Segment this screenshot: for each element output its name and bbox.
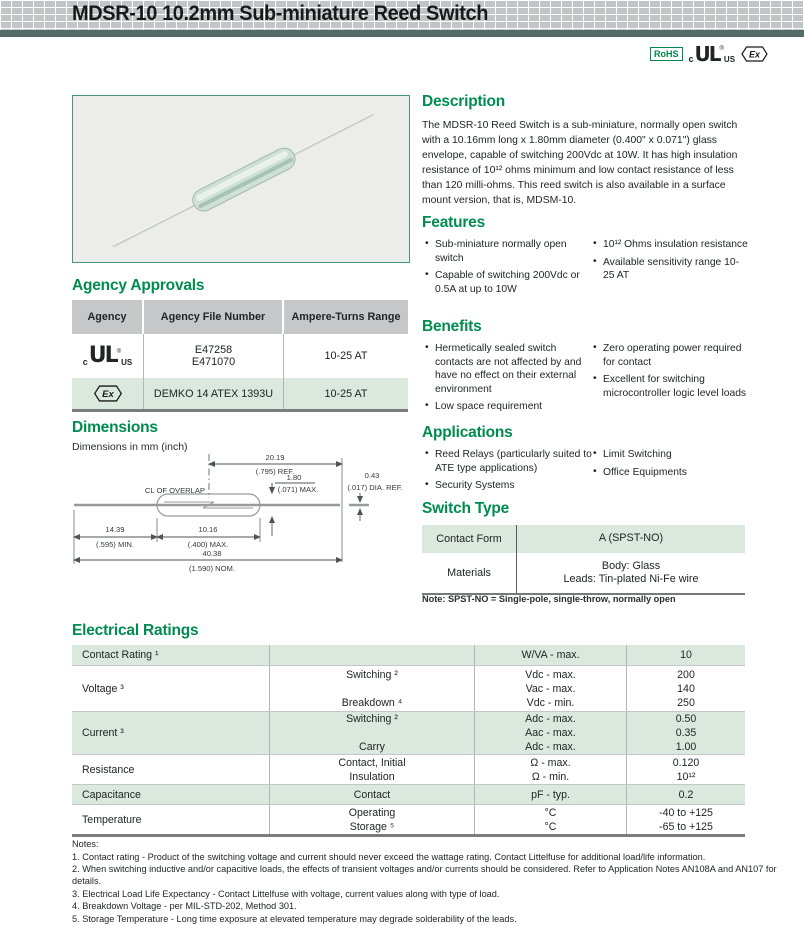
rating-value: -40 to +125 bbox=[659, 806, 713, 819]
applications-heading: Applications bbox=[422, 424, 513, 441]
atex-ex-icon bbox=[72, 378, 144, 409]
description-heading: Description bbox=[422, 93, 506, 110]
rating-value: 200 bbox=[677, 668, 695, 681]
dimensions-heading: Dimensions bbox=[72, 419, 158, 436]
table-row bbox=[72, 804, 745, 834]
rating-value: 10¹² bbox=[676, 770, 696, 783]
rating-value: 140 bbox=[677, 682, 695, 695]
notes-title: Notes: bbox=[72, 839, 99, 849]
dimension-drawing bbox=[72, 450, 422, 605]
application-item: • Limit Switching bbox=[592, 448, 752, 462]
dim-top-in: (.795) REF. bbox=[255, 467, 295, 476]
rating-value: 10 bbox=[680, 649, 692, 661]
file-number: DEMKO 14 ATEX 1393U bbox=[153, 387, 274, 400]
feature-item: • Capable of switching 200Vdc or 0.5A at up to 10W bbox=[424, 269, 592, 296]
table-row bbox=[72, 665, 745, 711]
table-header-row bbox=[72, 300, 408, 334]
unit-label: °C bbox=[544, 820, 557, 833]
header-rule bbox=[0, 30, 804, 37]
ul-listed-icon: c UL ® US bbox=[72, 334, 144, 378]
unit-label: Vdc - min. bbox=[526, 696, 575, 709]
agency-approvals-heading: Agency Approvals bbox=[72, 277, 205, 294]
rating-value: -65 to +125 bbox=[659, 820, 713, 833]
ul-listed-icon: c UL ® US bbox=[688, 42, 736, 66]
column-header-file-number: Agency File Number bbox=[144, 300, 284, 334]
materials-value-body: Body: Glass bbox=[601, 559, 661, 572]
svg-text:Ex: Ex bbox=[749, 49, 761, 60]
unit-label: W/VA - max. bbox=[521, 649, 580, 661]
table-row bbox=[72, 334, 408, 378]
features-list-col2 bbox=[592, 238, 748, 287]
table-row bbox=[72, 378, 408, 409]
column-header-ampere-turns: Ampere-Turns Range bbox=[284, 300, 408, 334]
electrical-ratings-table bbox=[72, 645, 745, 837]
dim-wire-mm: 0.43 bbox=[364, 471, 380, 480]
rating-value: 250 bbox=[677, 696, 695, 709]
description-body: The MDSR-10 Reed Switch is a sub-miniature, normally open switch with a 10.16mm long x 1.80mm diameter (0.400" x 0.071") glass envelope, capable of switching 200Vdc at 10W. It has high insulation resistance of 10¹² ohms minimum and low contact resistance of less than 120 milli-ohms. This reed switch is also available in a surface mount version, that is, MDSM-10. bbox=[422, 120, 738, 207]
dim-wire-in: (.017) DIA. REF. bbox=[347, 483, 403, 492]
benefits-list-col2 bbox=[592, 342, 752, 404]
feature-item: • 10¹² Ohms insulation resistance bbox=[592, 238, 748, 252]
application-item: • Office Equipments bbox=[592, 466, 752, 480]
features-heading: Features bbox=[422, 214, 486, 231]
unit-label: Adc - max. bbox=[525, 713, 576, 725]
rating-value: 0.35 bbox=[675, 727, 697, 739]
table-row bbox=[72, 711, 745, 754]
electrical-ratings-heading: Electrical Ratings bbox=[72, 622, 199, 639]
benefits-heading: Benefits bbox=[422, 318, 482, 335]
feature-item: • Available sensitivity range 10-25 AT bbox=[592, 256, 748, 283]
param-label: Current ³ bbox=[72, 712, 270, 754]
application-item: • Reed Relays (particularly suited to ATE type applications) bbox=[424, 448, 596, 475]
dim-top-mm: 20.19 bbox=[265, 453, 285, 462]
ampere-turns-range: 10-25 AT bbox=[324, 387, 368, 400]
switch-type-table bbox=[422, 525, 745, 595]
file-number: E47258 bbox=[194, 344, 233, 356]
materials-value-leads: Leads: Tin-plated Ni-Fe wire bbox=[563, 573, 699, 585]
feature-item: • Sub-miniature normally open switch bbox=[424, 238, 592, 265]
dim-left-in: (.595) MIN. bbox=[96, 540, 134, 549]
footnotes bbox=[72, 838, 798, 925]
benefit-item: • Excellent for switching microcontroller logic level loads bbox=[592, 373, 752, 400]
condition-label: Carry bbox=[359, 741, 385, 753]
rating-value: 0.50 bbox=[675, 713, 697, 725]
unit-label: Ω - min. bbox=[531, 770, 570, 783]
param-label: Temperature bbox=[72, 805, 270, 834]
table-row bbox=[72, 754, 745, 784]
note-item: 5. Storage Temperature - Long time exposure at elevated temperature may degrade solderability of the leads. bbox=[72, 913, 517, 924]
contact-form-label: Contact Form bbox=[422, 525, 517, 553]
param-label: Resistance bbox=[72, 755, 270, 784]
table-row bbox=[422, 553, 745, 593]
dim-total-in: (1.590) NOM. bbox=[189, 564, 235, 573]
unit-label: °C bbox=[544, 806, 557, 819]
rohs-badge: RoHS bbox=[650, 47, 683, 61]
application-item: • Security Systems bbox=[424, 479, 596, 493]
dimensions-subtitle: Dimensions in mm (inch) bbox=[72, 441, 188, 453]
rating-value: 0.120 bbox=[672, 756, 700, 769]
reed-switch-image bbox=[73, 96, 408, 261]
unit-label: Vac - max. bbox=[525, 682, 576, 695]
agency-approvals-table bbox=[72, 300, 408, 412]
applications-list-col1 bbox=[424, 448, 596, 497]
benefit-item: • Low space requirement bbox=[424, 400, 596, 414]
condition-label: Switching ² bbox=[346, 668, 398, 681]
column-header-agency: Agency bbox=[72, 300, 144, 334]
table-row bbox=[72, 645, 745, 665]
certification-badges bbox=[650, 42, 770, 66]
param-label: Contact Rating ¹ bbox=[72, 645, 270, 665]
switch-type-heading: Switch Type bbox=[422, 500, 510, 517]
unit-label: Vdc - max. bbox=[525, 668, 576, 681]
applications-list-col2 bbox=[592, 448, 752, 483]
condition-label: Switching ² bbox=[346, 713, 398, 725]
benefits-list-col1 bbox=[424, 342, 596, 418]
file-number: E471070 bbox=[191, 356, 236, 368]
page-title: MDSR-10 10.2mm Sub-miniature Reed Switch bbox=[72, 2, 489, 25]
rating-value: 0.2 bbox=[678, 788, 694, 801]
contact-form-value: A (SPST-NO) bbox=[598, 532, 664, 545]
features-list-col1 bbox=[424, 238, 592, 300]
dim-dia-mm: 1.80 bbox=[286, 473, 302, 482]
unit-label: pF - typ. bbox=[531, 788, 570, 801]
rating-value: 1.00 bbox=[675, 741, 697, 753]
condition-label: Contact, Initial bbox=[338, 756, 406, 769]
dim-dia-in: (.071) MAX. bbox=[277, 485, 319, 494]
param-label: Capacitance bbox=[72, 785, 270, 804]
benefit-item: • Zero operating power required for contact bbox=[592, 342, 752, 369]
dim-glass-in: (.400) MAX. bbox=[187, 540, 229, 549]
table-row bbox=[72, 784, 745, 804]
product-photo bbox=[72, 95, 410, 263]
switch-type-note: Note: SPST-NO = Single-pole, single-throw, normally open bbox=[422, 594, 676, 604]
unit-label: Aac - max. bbox=[525, 727, 576, 739]
unit-label: Adc - max. bbox=[525, 741, 576, 753]
note-item: 2. When switching inductive and/or capacitive loads, the effects of transient voltages and/or currents should be considered. Refer to Application Notes AN108A and AN107 for details. bbox=[72, 864, 777, 886]
materials-label: Materials bbox=[422, 553, 517, 593]
dim-left-mm: 14.39 bbox=[105, 525, 125, 534]
dim-glass-mm: 10.16 bbox=[198, 525, 218, 534]
table-row bbox=[422, 525, 745, 553]
ampere-turns-range: 10-25 AT bbox=[324, 350, 368, 362]
note-item: 1. Contact rating - Product of the switching voltage and current should never exceed the wattage rating. Contact Littelfuse for additional load/life information. bbox=[72, 851, 706, 862]
param-label: Voltage ³ bbox=[72, 666, 270, 711]
benefit-item: • Hermetically sealed switch contacts are not affected by and have no effect on their external environment bbox=[424, 342, 596, 396]
centerline-label: CL OF OVERLAP bbox=[144, 486, 205, 495]
condition-label: Insulation bbox=[349, 770, 395, 783]
note-item: 3. Electrical Load Life Expectancy - Contact Littelfuse with voltage, current values along with type of load. bbox=[72, 888, 500, 899]
svg-text:Ex: Ex bbox=[101, 389, 114, 401]
unit-label: Ω - max. bbox=[530, 756, 571, 769]
note-item: 4. Breakdown Voltage - per MIL-STD-202, Method 301. bbox=[72, 901, 297, 911]
atex-ex-icon bbox=[741, 46, 768, 62]
dim-total-mm: 40.38 bbox=[202, 549, 222, 558]
condition-label: Breakdown ⁴ bbox=[341, 696, 403, 709]
condition-label: Operating bbox=[348, 806, 396, 819]
condition-label: Storage ⁵ bbox=[349, 820, 395, 833]
condition-label: Contact bbox=[353, 788, 391, 801]
